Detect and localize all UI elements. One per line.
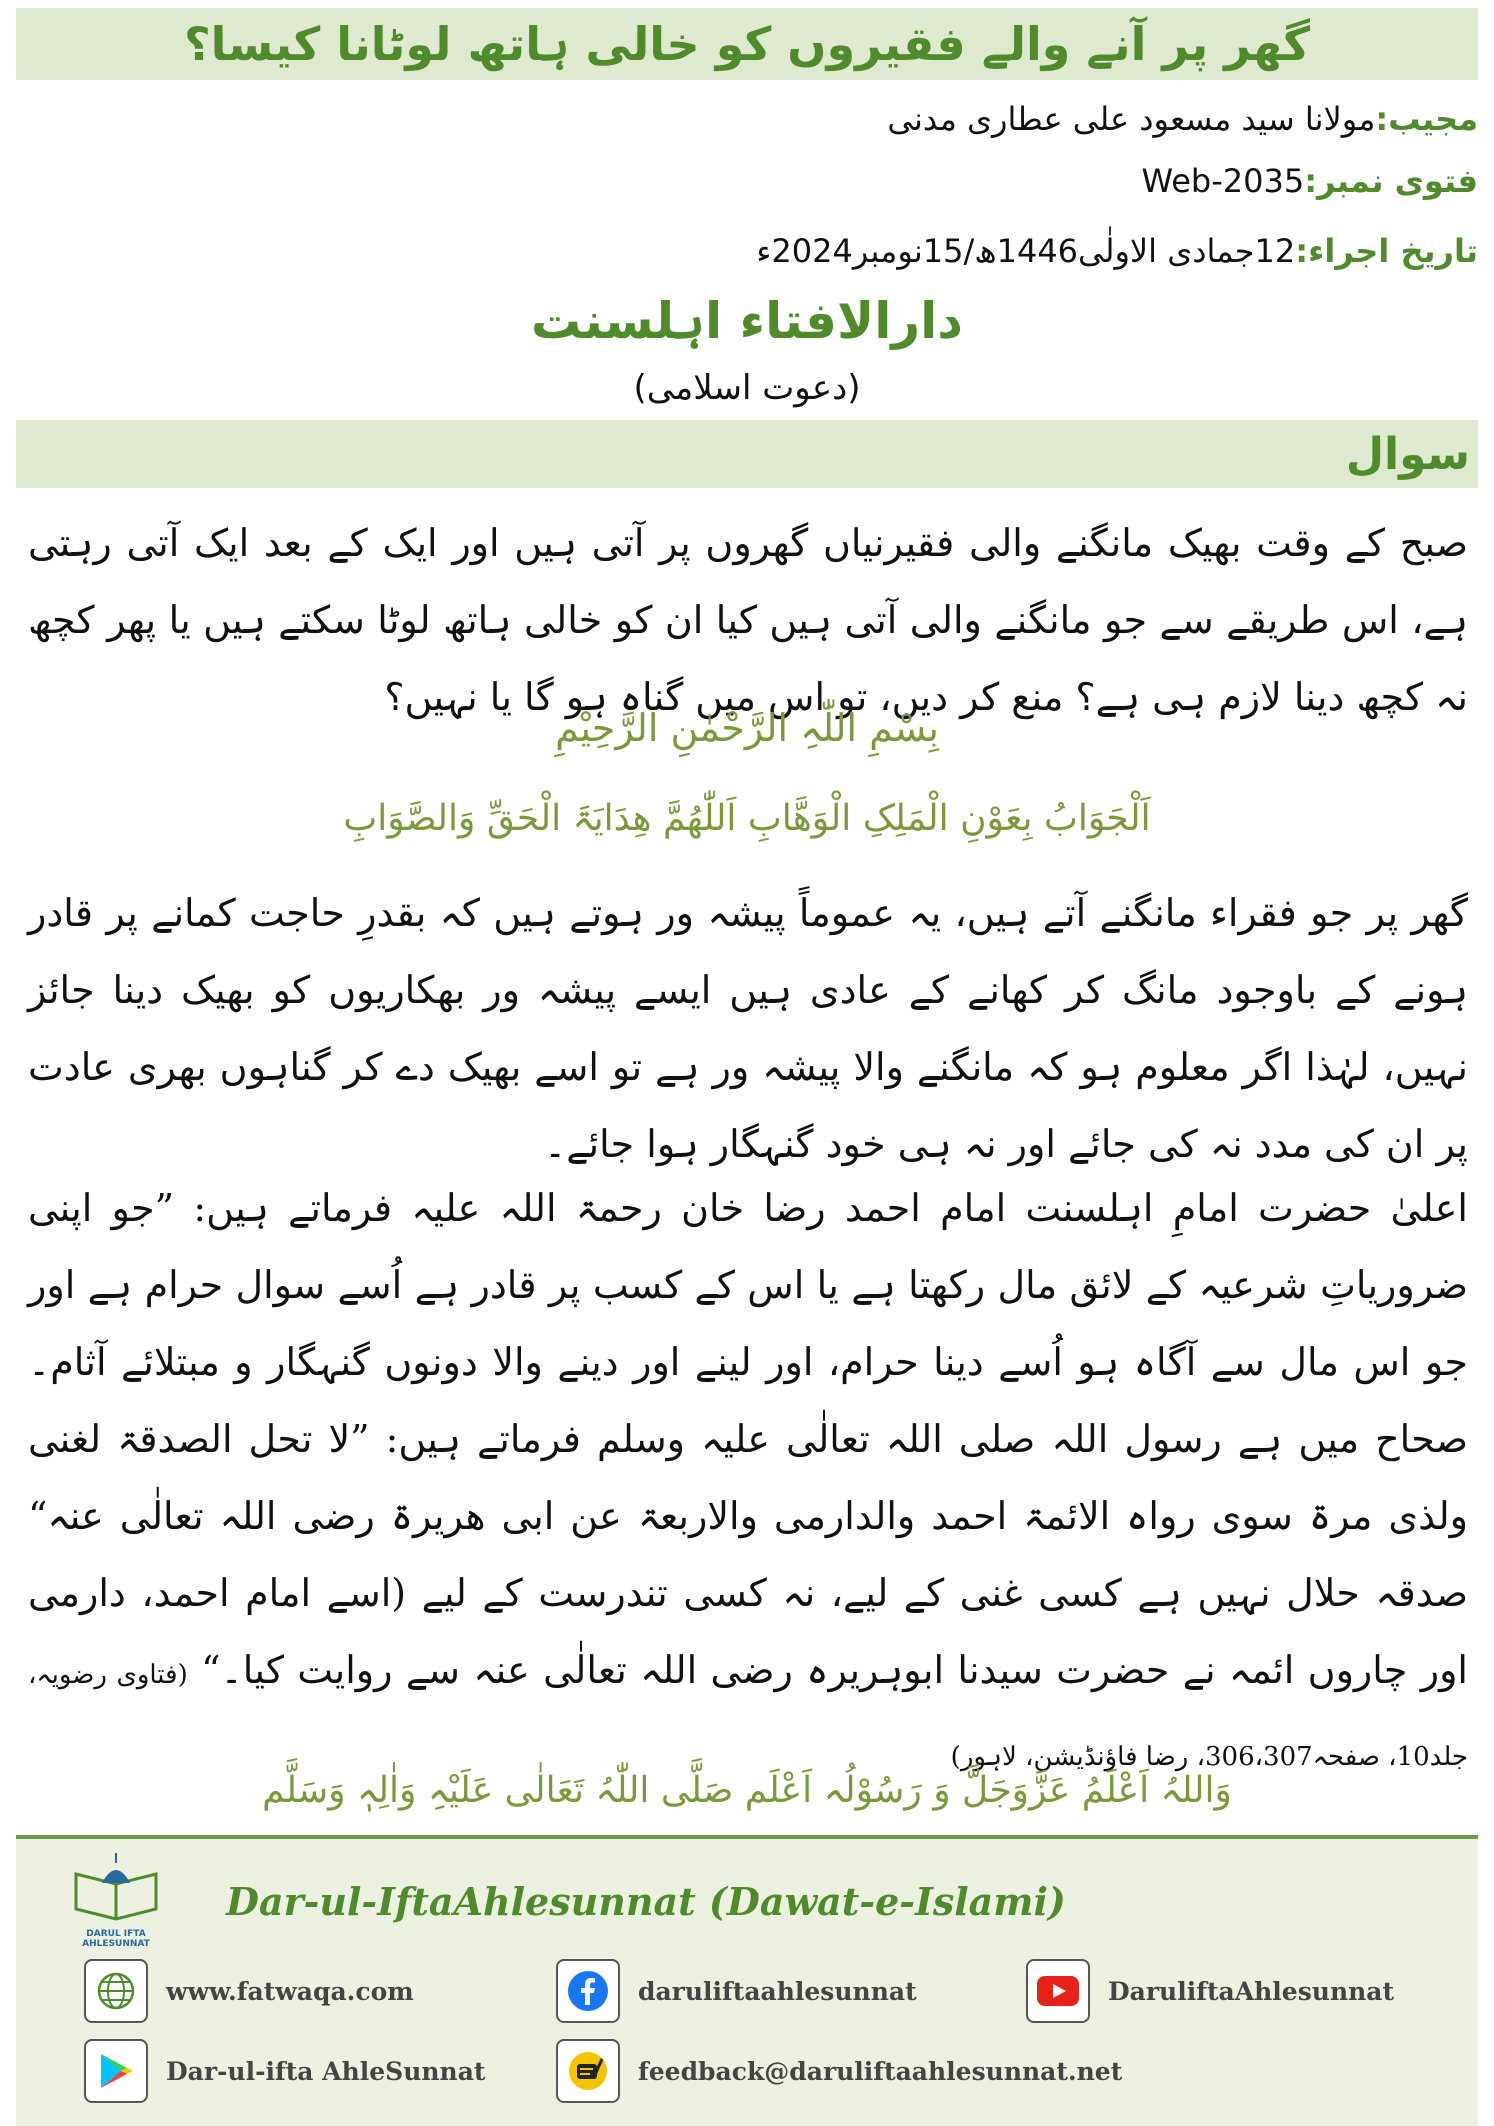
email-contact[interactable] [556, 2039, 1122, 2103]
website-contact[interactable] [84, 1959, 414, 2023]
institution-subtitle: (دعوت اسلامی) [633, 368, 861, 408]
mujeeb-label: مجیب: [1375, 100, 1478, 138]
play-store-icon [84, 2039, 148, 2103]
youtube-icon [1026, 1959, 1090, 2023]
email-link[interactable]: feedback@daruliftaahlesunnat.net [638, 2056, 1123, 2086]
logo-caption: DARUL IFTA AHLESUNNAT [82, 1929, 150, 1949]
bismillah: بِسْمِ اللّٰہِ الرَّحْمٰنِ الرَّحِیْمِ [555, 706, 939, 750]
facebook-link[interactable]: daruliftaahlesunnat [638, 1976, 917, 2006]
answer-opening: اَلْجَوَابُ بِعَوْنِ الْمَلِکِ الْوَھَّابِ اَللّٰھُمَّ ھِدَایَۃَ الْحَقِّ وَالصَّوَابِ [343, 798, 1151, 839]
book-dome-icon [66, 1849, 166, 1929]
issue-date-value: 12جمادی الاولٰی1446ھ/15نومبر2024ء [756, 232, 1296, 270]
facebook-contact[interactable] [556, 1959, 917, 2023]
footer-brand: Dar-ul-IftaAhlesunnat (Dawat-e-Islami) [226, 1879, 1066, 1924]
globe-icon [84, 1959, 148, 2023]
institution-name: دارالافتاء اہلسنت [531, 292, 963, 350]
youtube-contact[interactable] [1026, 1959, 1394, 2023]
facebook-icon [556, 1959, 620, 2023]
answer-reference: (فتاوی رضویہ، جلد10، صفحہ306،307، رضا فاؤنڈیشن، لاہور) [28, 1660, 1468, 1772]
playstore-link[interactable]: Dar-ul-ifta AhleSunnat [166, 2056, 486, 2086]
darul-ifta-logo [66, 1849, 166, 1964]
page-title: گھر پر آنے والے فقیروں کو خالی ہاتھ لوٹانا کیسا؟ [183, 17, 1311, 71]
feedback-icon [556, 2039, 620, 2103]
website-link[interactable]: www.fatwaqa.com [166, 1976, 414, 2006]
answer-paragraph-1: گھر پر جو فقراء مانگنے آتے ہیں، یہ عموماً پیشہ ور ہوتے ہیں کہ بقدرِ حاجت کمانے پر قادر ہونے کے باوجود مانگ کر کھانے کے عادی ہیں ایسے پیشہ ور بھکاریوں کو بھیک دینا جائز نہیں، لہٰذا اگر معلوم ہو کہ مانگنے والا پیشہ ور ہے تو اسے بھیک دے کر گناہوں بھری عادت پر ان کی مدد نہ کی جائے اور نہ ہی خود گنہگار ہوا جائے۔ [28, 891, 1468, 1166]
closing-formula: وَاللہُ اَعْلَمُ عَزَّوَجَلَّ وَ رَسُوْلُہ اَعْلَم صَلَّی اللّٰہُ تَعَالٰی عَلَیْہِ وَاٰلِہٖ وَسَلَّم [262, 1770, 1232, 1811]
playstore-contact[interactable] [84, 2039, 485, 2103]
question-heading-bar [16, 420, 1478, 488]
question-text: صبح کے وقت بھیک مانگنے والی فقیرنیاں گھروں پر آتی ہیں اور ایک کے بعد ایک آتی رہتی ہے، اس طریقے سے جو مانگنے والی آتی ہیں کیا ان کو خالی ہاتھ لوٹا سکتے ہیں یا پھر کچھ نہ کچھ دینا لازم ہی ہے؟ منع کر دیں، تو اس میں گناہ ہو گا یا نہیں؟ [28, 521, 1468, 719]
fatwa-number-value: Web-2035 [1141, 162, 1305, 200]
answer-paragraph-2 [28, 1170, 1468, 1796]
footer [16, 1839, 1478, 2126]
mujeeb-line [887, 100, 1478, 138]
youtube-link[interactable]: DaruliftaAhlesunnat [1108, 1976, 1395, 2006]
issue-date-label: تاریخ اجراء: [1295, 232, 1478, 270]
fatwa-number-line [1141, 162, 1478, 200]
title-banner [16, 8, 1478, 80]
question-heading: سوال [1345, 428, 1470, 480]
issue-date-line [756, 232, 1478, 270]
mujeeb-value: مولانا سید مسعود علی عطاری مدنی [887, 100, 1376, 138]
answer-quote: اعلیٰ حضرت امامِ اہلسنت امام احمد رضا خان رحمۃ اللہ علیہ فرماتے ہیں: ”جو اپنی ضروریاتِ شرعیہ کے لائق مال رکھتا ہے یا اس کے کسب پر قادر ہے اُسے سوال حرام ہے اور جو اس مال سے آگاہ ہو اُسے دینا حرام، اور لینے اور دینے والا دونوں گنہگار و مبتلائے آثام۔ صحاح میں ہے رسول اللہ صلی اللہ تعالٰی علیہ وسلم فرماتے ہیں: ”لا تحل الصدقۃ لغنی ولذی مرۃ سوی رواہ الائمۃ احمد والدارمی والاربعۃ عن ابی ھریرۃ رضی اللہ تعالٰی عنہ“ صدقہ حلال نہیں ہے کسی غنی کے لیے، نہ کسی تندرست کے لیے (اسے امام احمد، دارمی اور چاروں ائمہ نے حضرت سیدنا ابوہریرہ رضی اللہ تعالٰی عنہ سے روایت کیا۔“ [28, 1186, 1468, 1692]
fatwa-number-label: فتوی نمبر: [1304, 162, 1478, 200]
